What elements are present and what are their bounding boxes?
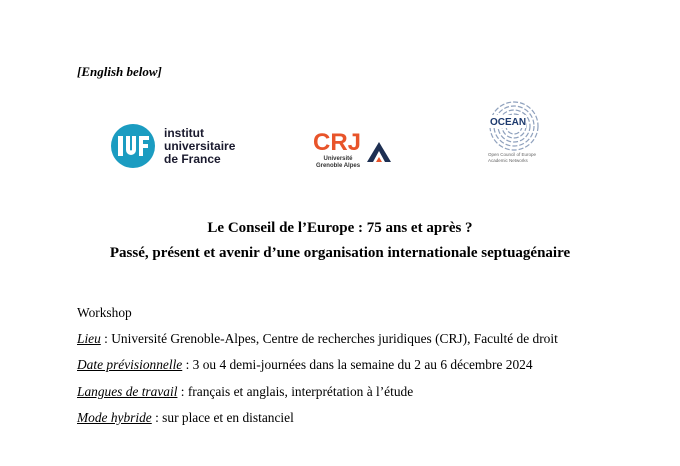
date-line <box>77 357 533 373</box>
ocean-sub-line-1: Open Council of Europe <box>488 152 537 157</box>
iuf-line-2: universitaire <box>164 138 236 153</box>
langues-label: Langues de travail <box>77 384 178 399</box>
langues-line <box>77 384 413 400</box>
crj-chevron-icon <box>365 138 393 164</box>
lieu-line <box>77 331 558 347</box>
mode-line <box>77 410 294 426</box>
iuf-line-3: de France <box>164 151 221 166</box>
iuf-logo <box>110 122 235 170</box>
crj-sub-line-1: Université <box>323 156 353 162</box>
date-value: : 3 ou 4 demi-journées dans la semaine du 2 au 6 décembre 2024 <box>182 357 533 372</box>
document-subtitle: Passé, présent et avenir d’une organisation internationale septuagénaire <box>109 245 571 261</box>
mode-value: : sur place et en distanciel <box>151 410 294 425</box>
document-title: Le Conseil de l’Europe : 75 ans et après ? <box>207 220 473 236</box>
crj-logo <box>313 130 397 176</box>
date-label: Date prévisionnelle <box>77 357 183 372</box>
ocean-logo-name: OCEAN <box>490 117 527 128</box>
iuf-logo-mark <box>110 123 156 169</box>
crj-logo-letters: CRJ <box>313 129 362 156</box>
crj-logo-subtitle <box>315 156 361 170</box>
langues-value: : français et anglais, interprétation à l’étude <box>177 384 414 399</box>
lieu-label: Lieu <box>77 331 101 346</box>
ocean-sub-line-2: Academic Networks <box>488 158 528 163</box>
mode-label: Mode hybride <box>77 410 152 425</box>
ocean-logo <box>480 100 560 180</box>
iuf-line-1: institut <box>164 125 204 140</box>
crj-sub-line-2: Grenoble Alpes <box>315 163 361 169</box>
lieu-value: : Université Grenoble-Alpes, Centre de recherches juridiques (CRJ), Faculté de droit <box>100 331 558 346</box>
fingerprint-icon <box>480 100 560 160</box>
iuf-logo-text <box>164 127 235 166</box>
ocean-logo-subtitle <box>488 152 554 164</box>
workshop-label: Workshop <box>77 305 132 320</box>
english-below-note: [English below] <box>77 64 162 79</box>
